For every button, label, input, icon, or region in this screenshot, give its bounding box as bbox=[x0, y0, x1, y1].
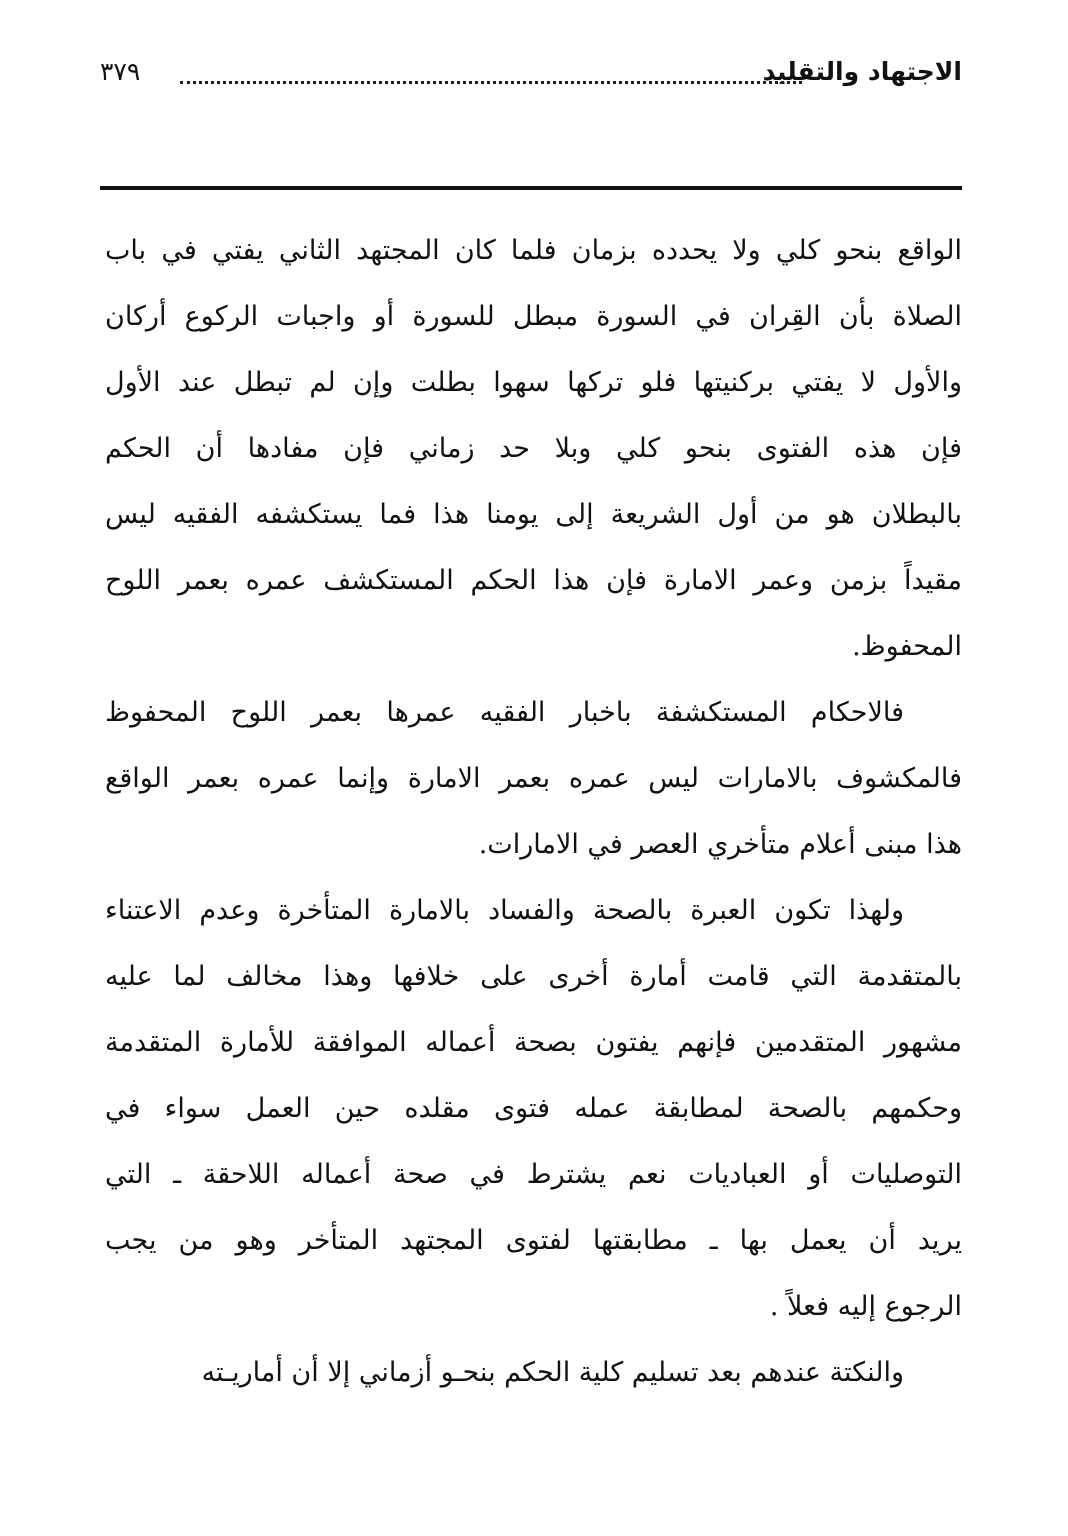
text-line: فالمكشوف بالامارات ليس عمره بعمر الامارة وإنما عمره بعمر الواقع bbox=[105, 763, 962, 794]
header-rule bbox=[100, 186, 962, 190]
paragraph-2 bbox=[105, 680, 962, 878]
paragraph-3 bbox=[105, 878, 962, 1340]
paragraph-1 bbox=[105, 218, 962, 680]
page-number: ٣٧٩ bbox=[100, 57, 141, 86]
text-line: ولهذا تكون العبرة بالصحة والفساد بالامارة المتأخرة وعدم الاعتناء bbox=[105, 895, 904, 926]
text-line: الواقع بنحو كلي ولا يحدده بزمان فلما كان المجتهد الثاني يفتي في باب bbox=[105, 235, 962, 266]
text-line: التوصليات أو العباديات نعم يشترط في صحة أعماله اللاحقة ـ التي bbox=[105, 1159, 962, 1190]
text-line: بالمتقدمة التي قامت أمارة أخرى على خلافها وهذا مخالف لما عليه bbox=[105, 961, 962, 992]
text-line: هذا مبنى أعلام متأخري العصر في الامارات. bbox=[478, 829, 962, 860]
running-header-title: الاجتهاد والتقليد bbox=[762, 57, 962, 86]
running-header bbox=[100, 52, 962, 92]
text-line: وحكمهم بالصحة لمطابقة عمله فتوى مقلده حين العمل سواء في bbox=[105, 1093, 962, 1124]
text-line: فإن هذه الفتوى بنحو كلي وبلا حد زماني فإن مفادها أن الحكم bbox=[105, 433, 962, 464]
text-line: المحفوظ. bbox=[852, 631, 962, 662]
dot-leader bbox=[180, 81, 802, 84]
text-line: والأول لا يفتي بركنيتها فلو تركها سهوا بطلت وإن لم تبطل عند الأول bbox=[105, 367, 962, 398]
text-line: بالبطلان هو من أول الشريعة إلى يومنا هذا فما يستكشفه الفقيه ليس bbox=[105, 499, 962, 530]
text-line: مشهور المتقدمين فإنهم يفتون بصحة أعماله الموافقة للأمارة المتقدمة bbox=[105, 1027, 962, 1058]
text-line: والنكتة عندهم بعد تسليم كلية الحكم بنحـو أزماني إلا أن أماريـته bbox=[201, 1357, 904, 1388]
text-line: يريد أن يعمل بها ـ مطابقتها لفتوى المجتهد المتأخر وهو من يجب bbox=[105, 1225, 962, 1256]
text-line: مقيداً بزمن وعمر الامارة فإن هذا الحكم المستكشف عمره بعمر اللوح bbox=[105, 565, 962, 596]
text-line: الصلاة بأن القِران في السورة مبطل للسورة أو واجبات الركوع أركان bbox=[105, 301, 962, 332]
text-line: فالاحكام المستكشفة باخبار الفقيه عمرها بعمر اللوح المحفوظ bbox=[105, 697, 904, 728]
body-text bbox=[105, 218, 962, 1406]
paragraph-4 bbox=[105, 1340, 962, 1406]
text-line: الرجوع إليه فعلاً . bbox=[769, 1291, 962, 1322]
